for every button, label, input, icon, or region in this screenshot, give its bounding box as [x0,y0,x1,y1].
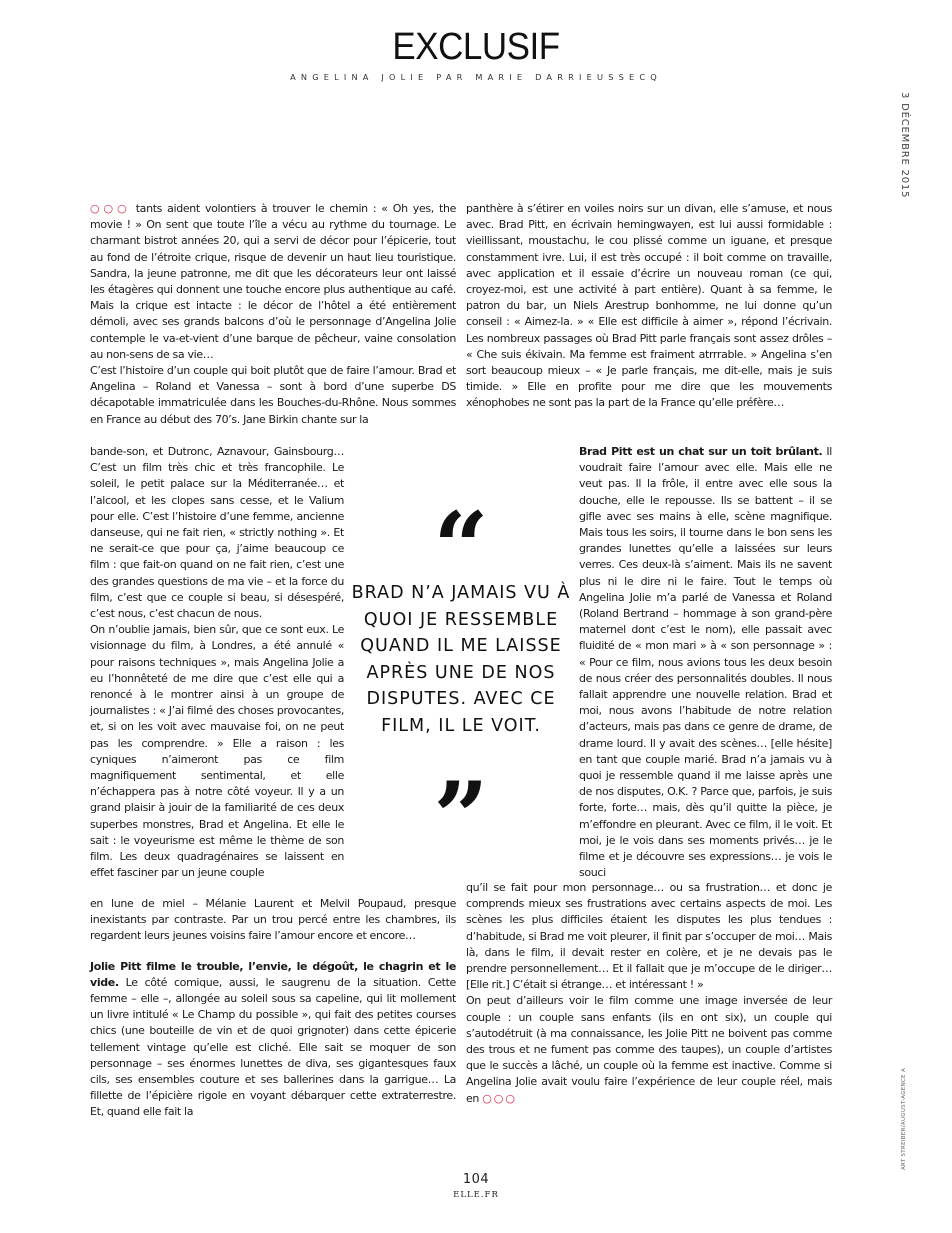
subhead-lead: Brad Pitt est un chat sur un toit brûlant. [579,445,823,458]
article-column-left-bottom [90,896,456,1121]
paragraph: panthère à s’étirer en voiles noirs sur un divan, elle s’amuse, et nous avec. Brad Pitt, en écrivain hemingwayen, est lui aussi formidable : vieillissant, moustachu, le cou plissé comme un iguane, et presque constamment ivre. Lui, il est très occupé : il boit comme on travaille, avec application et il essaie d’écrire un nouveau roman (ce qui, croyez-moi, est une activité à part entière). Quant à sa femme, le patron du bar, un Niels Arestrup bonhomme, ne lui donne qu’un conseil : « Aimez-la. » « Elle est difficile à aimer », répond l’écrivain. Les nombreux passages où Brad Pitt parle français sont assez drôles – « Che suis ékivain. Ma femme est fraiment atrrrable. » Angelina s’en sort beaucoup mieux – « Je parle français, me dit-elle, mais je suis timide. » Elle en profite pour me dire que les mouvements xénophobes ne sont pas la part de la France qu’elle préfère… [466,202,832,410]
close-quote-mark: ” [433,761,489,874]
paragraph-text: On peut d’ailleurs voir le film comme une image inversée de leur couple : un couple sans enfants (ils en ont six), un couple qui s’autodétruit (à ma connaissance, les Jolie Pitt ne boivent pas comme des trous et ne fument pas comme des taupes), un couple d’artistes que le succès a lâché, un couple où la femme est inactive. Comme si Angelina Jolie avait voulu faire l’expérience de leur couple réel, mais en [466,994,832,1105]
article-column-right-bottom [466,880,832,1107]
section-rubric: EXCLUSIF [392,26,560,68]
paragraph [90,959,456,1121]
paragraph-text: tants aident volontiers à trouver le chemin : « Oh yes, the movie ! » On sent que toute l’île a vécu au rythme du tournage. Le charmant bistrot années 20, qui a servi de décor pour l’épicerie, tout au fond de l’étroite crique, risque de devenir un haut lieu touristique. Sandra, la jeune patronne, me dit que les décorateurs leur ont laissé les étagères qui donnent une touche encore plus authentique au café. Mais la crique est intacte : le décor de l’hôtel a été entièrement démoli, avec ses grands balcons d’où le personnage d’Angelina Jolie contemple le va-et-vient d’une barque de pêcheur, vaine consolation au non-sens de sa vie… [90,202,456,361]
paragraph [90,201,456,363]
continuation-ornament: ○○○ [482,1091,517,1105]
paragraph: On n’oublie jamais, bien sûr, que ce sont eux. Le visionnage du film, à Londres, a été annulé « pour raisons techniques », mais Angelina Jolie a eu l’honnêteté de me dire que c’est elle qui a renoncé à le montrer ainsi à un groupe de journalistes : « J’ai filmé des choses provocantes, et, si on les voit avec mauvaise foi, on ne peut pas les comprendre. » Elle a raison : les cyniques n’aimeront pas ce film magnifiquement sentimental, et elle n’échappera pas à notre côté voyeur. Il y a un grand plaisir à jouir de la familiarité de ces deux superbes monstres, Brad et Angelina. Et elle le sait : le voyeurisme est même le thème de son film. Les deux quadragénaires se laissent en effet fasciner par un jeune couple [90,623,344,880]
article-column-left-top [90,201,456,428]
site-name: ELLE.FR [453,1190,499,1200]
subhead-lead: Jolie Pitt filme le trouble, l’envie, le dégoût, le chagrin et le vide. [90,959,456,989]
pull-quote-text: BRAD N’A JAMAIS VU À QUOI JE RESSEMBLE QUAND IL ME LAISSE APRÈS UNE DE NOS DISPUTES. AVEC CE FILM, IL LE VOIT. [351,583,571,736]
article-column-right-top [466,201,832,412]
continuation-ornament: ○○○ [90,202,131,215]
page-number: 104 [462,1172,490,1187]
paragraph [579,444,832,881]
article-column-right-mid [579,444,832,881]
paragraph-text: Le côté comique, aussi, le saugrenu de la situation. Cette femme – elle –, allongée au soleil sous sa capeline, qui lit mollement un livre intitulé « Le Champ du possible », qui fait des petites courses chics (une bouteille de vin et de quoi grignoter) dans cette épicerie tellement vintage qu’elle est cliché. Elle sait se moquer de son personnage – ses énormes lunettes de diva, ses gigantesques faux cils, ses ensembles couture et ses ballerines dans la garrigue… La fillette de l’épicière rigole en voyant débarquer cette extraterrestre. Et, quand elle fait la [90,975,456,1119]
paragraph: en lune de miel – Mélanie Laurent et Melvil Poupaud, presque inexistants par contraste. Par un trou percé entre les chambres, ils regardent leurs jeunes voisins faire l’amour encore et encore… [90,897,456,943]
open-quote-mark: “ [433,491,489,604]
photo-credit: ART STREIBER/AUGUST-AGENCE A [901,1067,907,1170]
article-column-left-mid [90,444,344,881]
pull-quote [350,491,572,874]
paragraph: qu’il se fait pour mon personnage… ou sa frustration… et donc je comprends mieux ses frustrations avec certains aspects de moi. Les scènes les plus difficiles étaient les disputes les plus tendues : d’habitude, si Brad me voit pleurer, il finit par s’occuper de moi… Mais là, dans le film, il devait rester en colère, et je ne devais pas le prendre personnellement… Et il fallait que je m’occupe de le diriger… [Elle rit.] C’était si étrange… et intéressant ! » [466,881,832,992]
byline: ANGELINA JOLIE PAR MARIE DARRIEUSSECQ [290,72,662,82]
paragraph-text: Il voudrait faire l’amour avec elle. Mais elle ne veut pas. Il la frôle, il entre avec elle sous la douche, elle le repousse. Ils se battent – il se gifle avec ses mains à elle, scène magnifique. Mais tous les soirs, il tourne dans le bon sens les grandes lunettes qu’elle a laissées sur leurs verres. Ces deux-là s’aiment. Mais ils ne savent plus ni le dire ni le faire. Tout le temps où Angelina Jolie m’a parlé de Vanessa et Roland (Roland Bertrand – hommage à son grand-père maternel dont c’est le nom), elle passait avec fluidité de « mon mari » à « son personnage » : « Pour ce film, nous avions tous les deux besoin de nous créer des personnalités doubles. Il nous fallait apprendre une nouvelle relation. Brad et moi, nous avons l’habitude de notre relation d’acteurs, mais pas dans ce genre de drame, de drame lourd. Il y avait des scènes… [elle hésite] en tant que couple marié. Brad n’a jamais vu à quoi je ressemble quand il me laisse après une de nos disputes, O.K. ? Parce que, parfois, je suis forte, forte… mais, dès qu’il quitte la pièce, je m’effondre en pleurant. Avec ce film, il le voit. Et moi, je le vois dans ses moments privés… je le filme et je découvre ses expressions… je vois le souci [579,445,832,880]
paragraph: C’est l’histoire d’un couple qui boit plutôt que de faire l’amour. Brad et Angelina – Roland et Vanessa – sont à bord d’une superbe DS décapotable immatriculée dans les Bouches-du-Rhône. Nous sommes en France au début des 70’s. Jane Birkin chante sur la [90,364,456,426]
paragraph: bande-son, et Dutronc, Aznavour, Gainsbourg… C’est un film très chic et très francophile. Le soleil, le petit palace sur la Méditerranée… et l’alcool, et les clopes sans cesse, et le Valium pour elle. C’est l’histoire d’une femme, ancienne danseuse, qui ne fait rien, « strictly nothing ». Et ne serait-ce que pour ça, j’aime beaucoup ce film : que fait-on quand on ne fait rien, c’est une des grandes questions de ma vie – et la force du film, c’est que ce couple si beau, si désespéré, c’est nous, c’est chacun de nous. [90,445,344,621]
issue-date: 3 DÉCEMBRE 2015 [899,92,910,199]
paragraph [466,993,832,1106]
